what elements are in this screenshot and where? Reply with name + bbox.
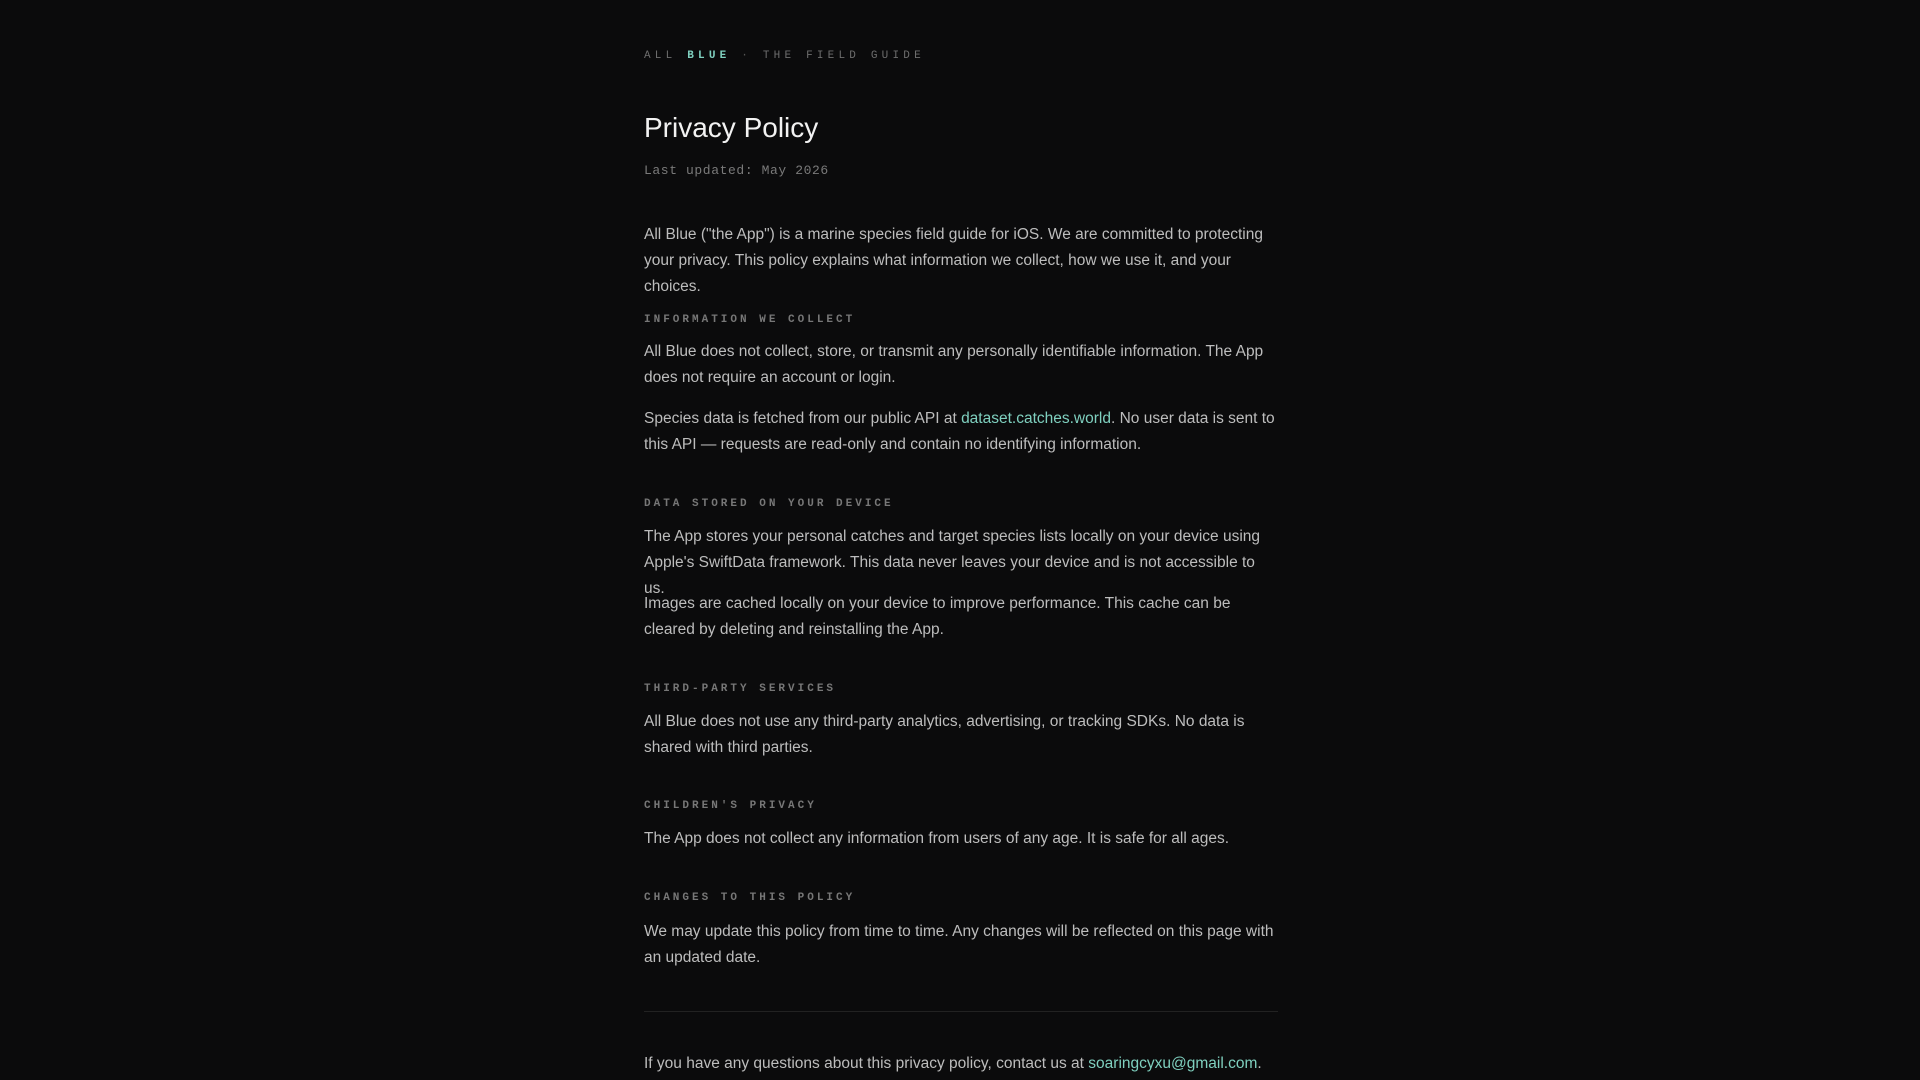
contact-after: . — [1257, 1055, 1262, 1072]
brand-header — [644, 50, 925, 62]
page-title: Privacy Policy — [644, 112, 819, 143]
collect-p2-before: Species data is fetched from our public API at — [644, 410, 962, 427]
brand-suffix: THE FIELD GUIDE — [762, 50, 925, 62]
divider — [644, 1011, 1278, 1012]
children-paragraph: The App does not collect any information from users of any age. It is safe for all ages. — [644, 830, 1230, 847]
contact-paragraph — [644, 1051, 1278, 1077]
device-paragraph-1: The App stores your personal catches and target species lists locally on your device using Apple's SwiftData framework. This data never leaves your device and is not accessible to us. — [644, 528, 1261, 597]
intro-paragraph: All Blue ("the App") is a marine species field guide for iOS. We are committed to protecting your privacy. This policy explains what information we collect, how we use it, and your choices. — [644, 226, 1263, 295]
last-updated: Last updated: May 2026 — [644, 163, 829, 178]
brand-separator: · — [741, 50, 753, 62]
heading-changes: CHANGES TO THIS POLICY — [644, 892, 856, 904]
collect-paragraph-1: All Blue does not collect, store, or transmit any personally identifiable information. The App does not require an account or login. — [644, 343, 1264, 386]
heading-information-we-collect: INFORMATION WE COLLECT — [644, 314, 856, 326]
brand-accent: BLUE — [687, 50, 731, 62]
contact-email-link[interactable]: soaringcyxu@gmail.com — [1088, 1055, 1258, 1072]
device-paragraph-2: Images are cached locally on your device to improve performance. This cache can be cleared by deleting and reinstalling the App. — [644, 595, 1231, 638]
heading-third-party: THIRD-PARTY SERVICES — [644, 683, 837, 695]
third-party-paragraph: All Blue does not use any third-party analytics, advertising, or tracking SDKs. No data is shared with third parties. — [644, 713, 1245, 756]
api-link[interactable]: dataset.catches.world — [961, 410, 1111, 427]
contact-before: If you have any questions about this privacy policy, contact us at — [644, 1055, 1089, 1072]
changes-paragraph: We may update this policy from time to time. Any changes will be reflected on this page with an updated date. — [644, 923, 1274, 966]
heading-data-stored: DATA STORED ON YOUR DEVICE — [644, 498, 894, 510]
collect-paragraph-2 — [644, 406, 1278, 458]
brand-prefix: ALL — [644, 50, 677, 62]
heading-childrens-privacy: CHILDREN'S PRIVACY — [644, 800, 817, 812]
collect-p2-after: . No user data is sent to this API — requests are read-only and contain no identifying information. — [644, 410, 1275, 453]
